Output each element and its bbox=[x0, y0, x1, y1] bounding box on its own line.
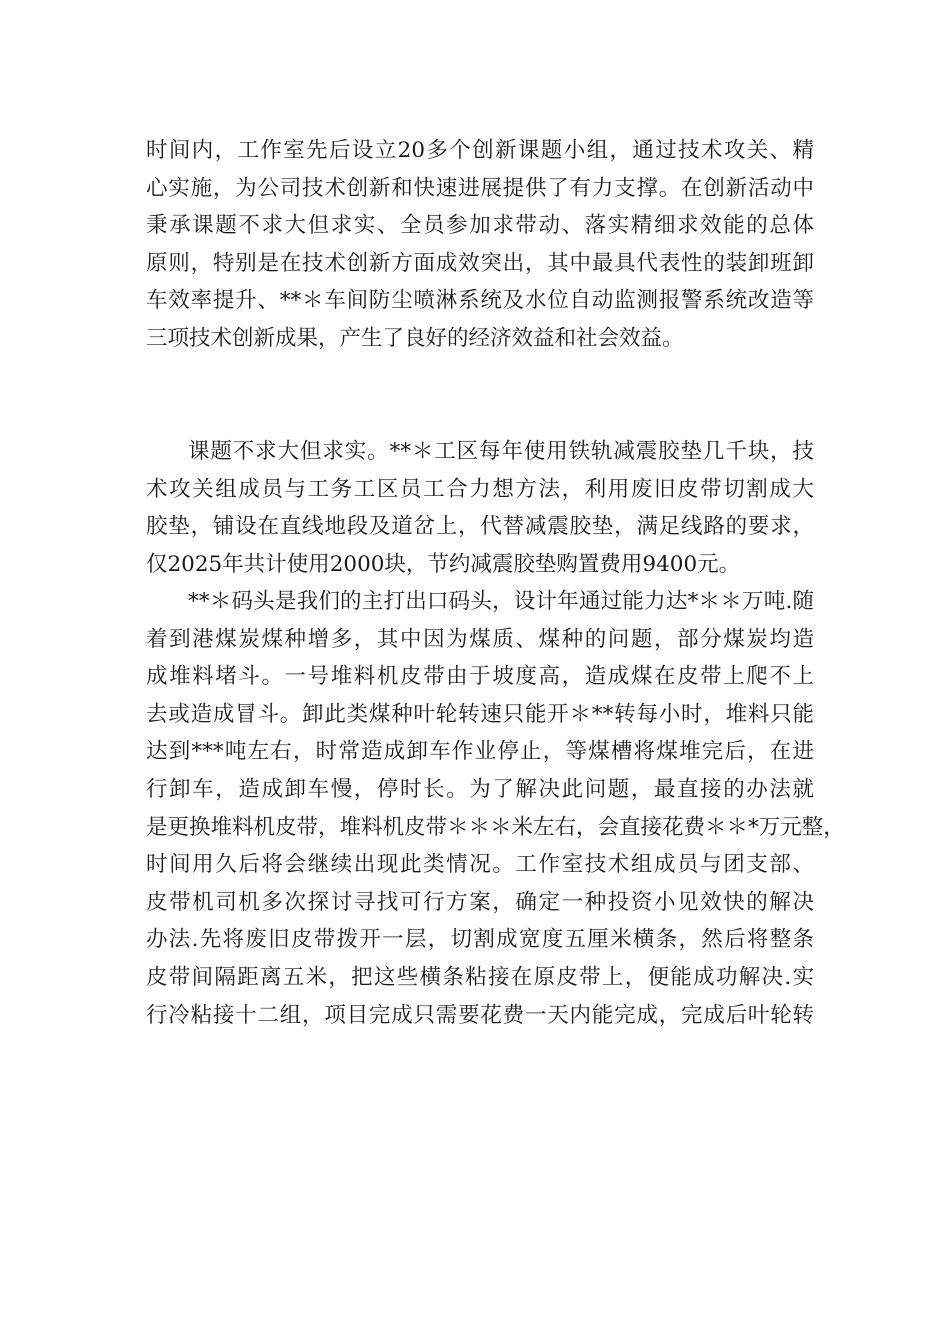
text-line: 心实施，为公司技术创新和快速进展提供了有力支撑。在创新活动中 bbox=[146, 175, 814, 201]
text-line: 皮带机司机多次探讨寻找可行方案，确定一种投资小见效快的解决 bbox=[146, 889, 814, 915]
text-line: 行卸车，造成卸车慢，停时长。为了解决此问题，最直接的办法就 bbox=[146, 776, 814, 802]
text-line: 皮带间隔距离五米，把这些横条粘接在原皮带上，便能成功解决.实 bbox=[146, 964, 814, 990]
text-line: 时间内，工作室先后设立20多个创新课题小组，通过技术攻关、精 bbox=[146, 138, 814, 163]
text-line: 术攻关组成员与工务工区员工合力想方法，利用废旧皮带切割成大 bbox=[146, 476, 814, 502]
text-line: 三项技术创新成果，产生了良好的经济效益和社会效益。 bbox=[146, 325, 684, 351]
paragraph-2 bbox=[146, 433, 814, 583]
text-line: 达到***吨左右，时常造成卸车作业停止，等煤槽将煤堆完后，在进 bbox=[146, 739, 814, 765]
text-line: **＊码头是我们的主打出口码头，设计年通过能力达*＊＊万吨.随 bbox=[188, 589, 814, 614]
text-line: 时间用久后将会继续出现此类情况。工作室技术组成员与团支部、 bbox=[146, 852, 814, 878]
text-line: 办法.先将废旧皮带拨开一层，切割成宽度五厘米横条，然后将整条 bbox=[146, 927, 814, 953]
text-line: 胶垫，铺设在直线地段及道岔上，代替减震胶垫，满足线路的要求， bbox=[146, 514, 814, 540]
text-line: 秉承课题不求大但求实、全员参加求带动、落实精细求效能的总体 bbox=[146, 213, 814, 239]
text-line: 原则，特别是在技术创新方面成效突出，其中最具代表性的装卸班卸 bbox=[146, 250, 814, 276]
text-line: 车效率提升、**＊车间防尘喷淋系统及水位自动监测报警系统改造等 bbox=[146, 288, 814, 314]
text-line: 着到港煤炭煤种增多，其中因为煤质、煤种的问题，部分煤炭均造 bbox=[146, 626, 814, 652]
text-line: 课题不求大但求实。**＊工区每年使用铁轨减震胶垫几千块，技 bbox=[188, 439, 814, 464]
text-line: 仅2025年共计使用2000块，节约减震胶垫购置费用9400元。 bbox=[146, 551, 741, 577]
text-line: 行冷粘接十二组，项目完成只需要花费一天内能完成，完成后叶轮转 bbox=[146, 1002, 814, 1028]
text-line: 去或造成冒斗。卸此类煤种叶轮转速只能开＊**转每小时，堆料只能 bbox=[146, 701, 814, 727]
text-line: 成堆料堵斗。一号堆料机皮带由于坡度高，造成煤在皮带上爬不上 bbox=[146, 664, 814, 690]
paragraph-1 bbox=[146, 132, 814, 358]
paragraph-3 bbox=[146, 583, 845, 1034]
text-line: 是更换堆料机皮带，堆料机皮带＊＊＊米左右，会直接花费＊＊*万元整， bbox=[146, 814, 845, 840]
